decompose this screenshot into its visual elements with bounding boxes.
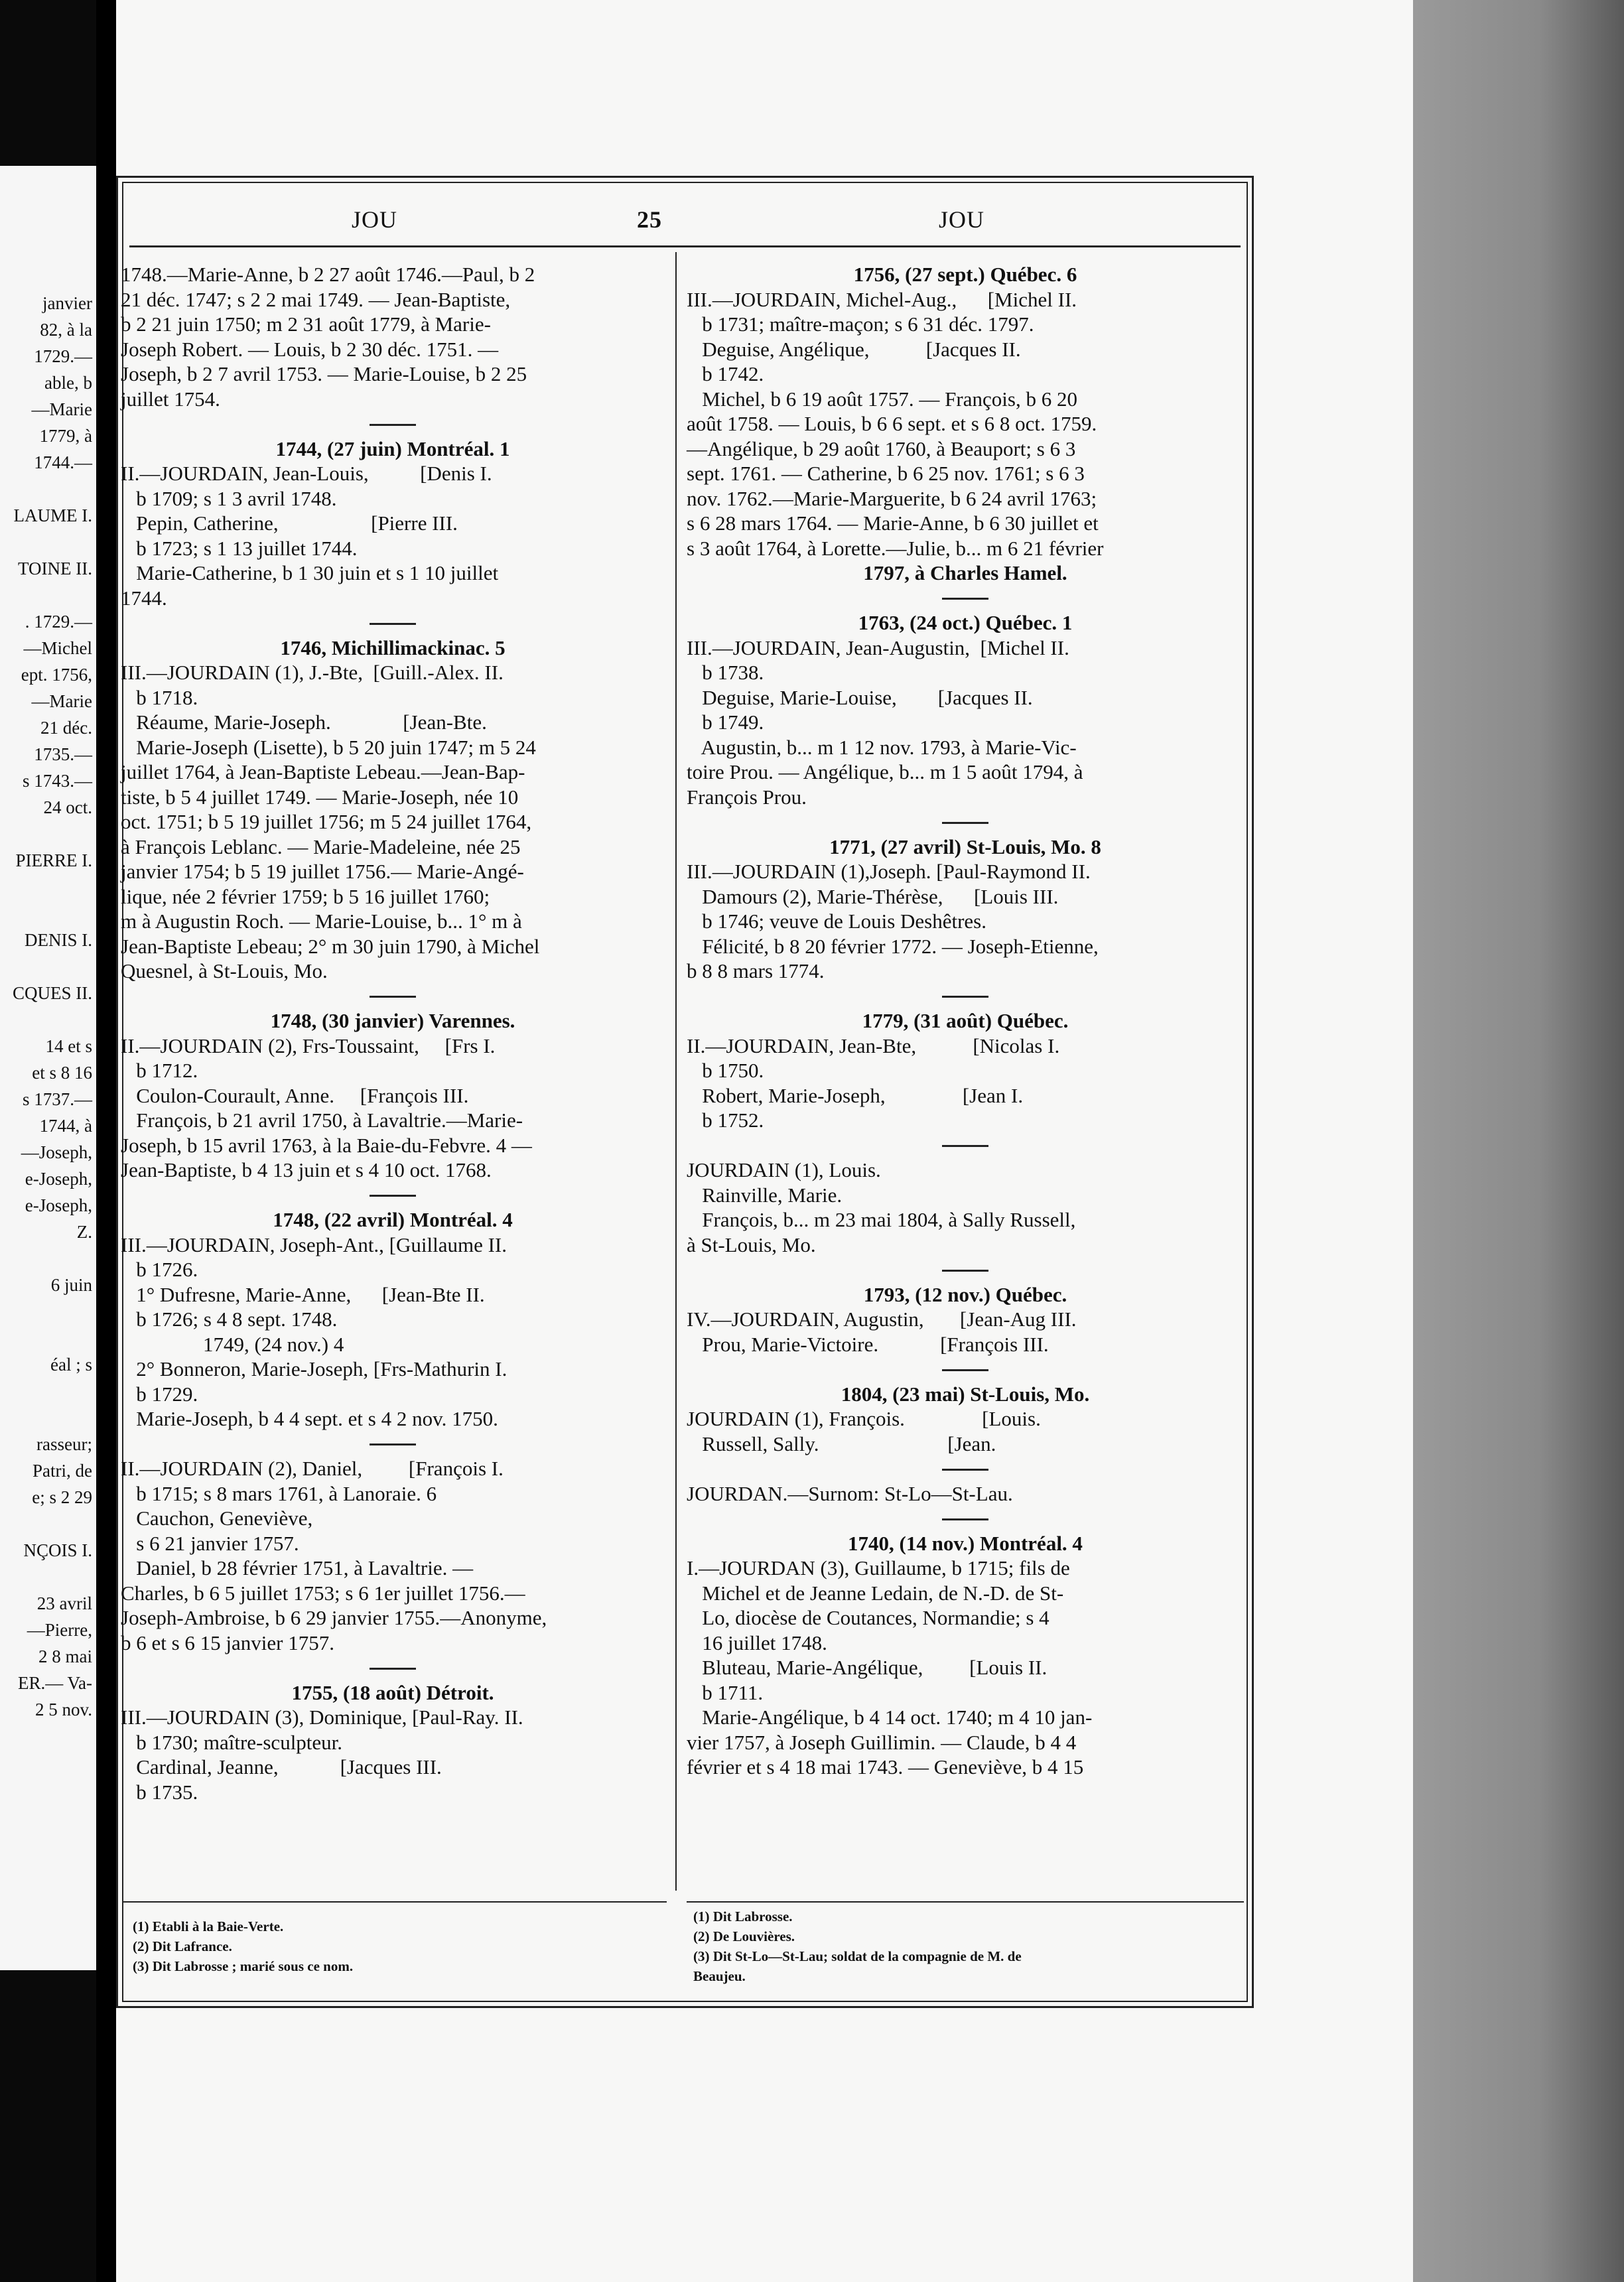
entry-separator-rule bbox=[370, 1195, 416, 1197]
text-line: s 6 21 janvier 1757. bbox=[121, 1531, 299, 1555]
text-line: janvier 1754; b 5 19 juillet 1756.— Marie-Angé- bbox=[121, 860, 524, 883]
text-line: Joseph Robert. — Louis, b 2 30 déc. 1751. — bbox=[121, 337, 499, 361]
text-line: 1744, (27 juin) Montréal. 1 bbox=[275, 436, 510, 460]
text-line: oct. 1751; b 5 19 juillet 1756; m 5 24 juillet 1764, bbox=[121, 810, 532, 833]
previous-page-fragment: e; s 2 29 bbox=[32, 1487, 92, 1507]
footnote: (1) Etabli à la Baie-Verte. bbox=[133, 1918, 284, 1934]
text-line: Pepin, Catherine, [Pierre III. bbox=[121, 511, 458, 535]
text-line: 1771, (27 avril) St-Louis, Mo. 8 bbox=[829, 835, 1101, 858]
text-line: b 1723; s 1 13 juillet 1744. bbox=[121, 536, 358, 560]
entry-separator-rule bbox=[370, 623, 416, 625]
text-line: III.—JOURDAIN, Jean-Augustin, [Michel II. bbox=[687, 636, 1069, 659]
text-line: s 3 août 1764, à Lorette.—Julie, b... m 6 21 février bbox=[687, 536, 1104, 560]
text-line: 1763, (24 oct.) Québec. 1 bbox=[858, 611, 1073, 634]
text-line: Marie-Angélique, b 4 14 oct. 1740; m 4 10 jan- bbox=[687, 1706, 1093, 1729]
text-line: à François Leblanc. — Marie-Madeleine, née 25 bbox=[121, 835, 521, 858]
previous-page-fragment: —Marie bbox=[31, 399, 92, 419]
previous-page-fragment: 24 oct. bbox=[43, 797, 92, 817]
previous-page-fragment: NÇOIS I. bbox=[23, 1540, 92, 1560]
text-line: Cauchon, Geneviève, bbox=[121, 1507, 313, 1530]
text-line: Prou, Marie-Victoire. [François III. bbox=[687, 1332, 1049, 1356]
text-line: Jean-Baptiste Lebeau; 2° m 30 juin 1790, à Michel bbox=[121, 934, 540, 958]
text-line: François, b... m 23 mai 1804, à Sally Russell, bbox=[687, 1208, 1076, 1231]
text-line: III.—JOURDAIN (3), Dominique, [Paul-Ray. II. bbox=[121, 1706, 523, 1729]
text-line: à St-Louis, Mo. bbox=[687, 1233, 816, 1256]
text-line: lique, née 2 février 1759; b 5 16 juillet 1760; bbox=[121, 884, 490, 908]
text-line: août 1758. — Louis, b 6 6 sept. et s 6 8 oct. 1759. bbox=[687, 412, 1097, 435]
previous-page-fragment: Z. bbox=[76, 1222, 92, 1242]
text-line: b 1726. bbox=[121, 1258, 198, 1281]
previous-page-fragment: ept. 1756, bbox=[21, 665, 92, 685]
text-line: 1748.—Marie-Anne, b 2 27 août 1746.—Paul, b 2 bbox=[121, 263, 535, 286]
text-line: Michel et de Jeanne Ledain, de N.-D. de St- bbox=[687, 1581, 1064, 1605]
text-line: b 1718. bbox=[121, 685, 198, 709]
text-line: Rainville, Marie. bbox=[687, 1183, 843, 1207]
entry-separator-rule bbox=[942, 1270, 988, 1272]
right-footnote-rule bbox=[687, 1901, 1244, 1903]
footnote: (1) Dit Labrosse. bbox=[693, 1909, 793, 1924]
footnote: (2) Dit Lafrance. bbox=[133, 1938, 232, 1954]
previous-page-fragment: 2 5 nov. bbox=[35, 1700, 92, 1719]
text-line: Charles, b 6 5 juillet 1753; s 6 1er juillet 1756.— bbox=[121, 1581, 525, 1605]
previous-page-margin bbox=[0, 166, 96, 1970]
text-line: Deguise, Angélique, [Jacques II. bbox=[687, 337, 1021, 361]
text-line: 1740, (14 nov.) Montréal. 4 bbox=[848, 1531, 1083, 1555]
text-line: IV.—JOURDAIN, Augustin, [Jean-Aug III. bbox=[687, 1308, 1077, 1331]
previous-page-fragment: —Marie bbox=[31, 691, 92, 711]
previous-page-fragment: ER.— Va- bbox=[18, 1673, 92, 1693]
text-line: 1749, (24 nov.) 4 bbox=[121, 1332, 344, 1356]
previous-page-fragment: rasseur; bbox=[36, 1434, 92, 1454]
previous-page-fragment: PIERRE I. bbox=[15, 850, 92, 870]
footnote: Beaujeu. bbox=[693, 1968, 746, 1984]
text-line: JOURDAN.—Surnom: St-Lo—St-Lau. bbox=[687, 1481, 1013, 1505]
text-line: b 1712. bbox=[121, 1059, 198, 1082]
text-line: 1797, à Charles Hamel. bbox=[863, 561, 1067, 584]
text-line: Deguise, Marie-Louise, [Jacques II. bbox=[687, 685, 1033, 709]
footnote: (3) Dit Labrosse ; marié sous ce nom. bbox=[133, 1958, 354, 1974]
text-line: tiste, b 5 4 juillet 1749. — Marie-Joseph, née 10 bbox=[121, 785, 519, 809]
entry-separator-rule bbox=[942, 1518, 988, 1520]
text-line: juillet 1764, à Jean-Baptiste Lebeau.—Jean-Bap- bbox=[121, 760, 525, 783]
text-line: 16 juillet 1748. bbox=[687, 1631, 827, 1654]
entry-separator-rule bbox=[370, 424, 416, 426]
text-line: 1748, (22 avril) Montréal. 4 bbox=[273, 1208, 513, 1231]
text-line: Marie-Joseph, b 4 4 sept. et s 4 2 nov. 1750. bbox=[121, 1407, 498, 1430]
previous-page-fragment: Patri, de bbox=[33, 1461, 92, 1481]
footnote: (2) De Louvières. bbox=[693, 1928, 795, 1944]
footnote: (3) Dit St-Lo—St-Lau; soldat de la compagnie de M. de bbox=[693, 1948, 1022, 1964]
previous-page-fragment: 6 juin bbox=[50, 1275, 92, 1295]
previous-page-fragment: 1735.— bbox=[34, 744, 92, 764]
text-line: Quesnel, à St-Louis, Mo. bbox=[121, 959, 328, 982]
previous-page-fragment: 23 avril bbox=[36, 1593, 92, 1613]
text-line: 1746, Michillimackinac. 5 bbox=[280, 636, 506, 659]
entry-separator-rule bbox=[370, 1443, 416, 1445]
text-line: II.—JOURDAIN (2), Frs-Toussaint, [Frs I. bbox=[121, 1034, 496, 1057]
text-line: b 1715; s 8 mars 1761, à Lanoraie. 6 bbox=[121, 1481, 437, 1505]
text-line: III.—JOURDAIN (1), J.-Bte, [Guill.-Alex. II. bbox=[121, 661, 504, 684]
running-head-left: JOU bbox=[352, 206, 398, 233]
text-line: Félicité, b 8 20 février 1772. — Joseph-Etienne, bbox=[687, 934, 1099, 958]
text-line: Marie-Catherine, b 1 30 juin et s 1 10 juillet bbox=[121, 561, 499, 584]
text-line: b 1742. bbox=[687, 362, 764, 385]
text-line: 1756, (27 sept.) Québec. 6 bbox=[853, 263, 1077, 286]
text-line: juillet 1754. bbox=[121, 387, 220, 411]
previous-page-fragment: janvier bbox=[42, 293, 92, 313]
previous-page-fragment: 2 8 mai bbox=[38, 1646, 92, 1666]
text-line: François, b 21 avril 1750, à Lavaltrie.—Marie- bbox=[121, 1108, 523, 1132]
previous-page-fragment: e-Joseph, bbox=[25, 1169, 92, 1189]
previous-page-fragment: 82, à la bbox=[40, 320, 92, 340]
previous-page-fragment: CQUES II. bbox=[13, 983, 92, 1003]
text-line: 1744. bbox=[121, 586, 167, 610]
text-line: Jean-Baptiste, b 4 13 juin et s 4 10 oct. 1768. bbox=[121, 1158, 492, 1181]
previous-page-fragment: s 1737.— bbox=[22, 1089, 92, 1109]
entry-separator-rule bbox=[942, 1145, 988, 1147]
text-line: Robert, Marie-Joseph, [Jean I. bbox=[687, 1083, 1024, 1107]
text-line: b 6 et s 6 15 janvier 1757. bbox=[121, 1631, 335, 1654]
text-line: Marie-Joseph (Lisette), b 5 20 juin 1747; m 5 24 bbox=[121, 735, 536, 759]
header-rule bbox=[129, 245, 1241, 247]
text-line: Joseph-Ambroise, b 6 29 janvier 1755.—Anonyme, bbox=[121, 1606, 547, 1629]
text-line: 2° Bonneron, Marie-Joseph, [Frs-Mathurin I. bbox=[121, 1357, 508, 1380]
text-line: Daniel, b 28 février 1751, à Lavaltrie. — bbox=[121, 1556, 474, 1579]
previous-page-fragment: et s 8 16 bbox=[32, 1063, 92, 1083]
text-line: sept. 1761. — Catherine, b 6 25 nov. 1761; s 6 3 bbox=[687, 462, 1085, 485]
text-line: b 1709; s 1 3 avril 1748. bbox=[121, 486, 337, 510]
text-line: février et s 4 18 mai 1743. — Geneviève, b 4 15 bbox=[687, 1755, 1084, 1779]
text-line: Joseph, b 15 avril 1763, à la Baie-du-Febvre. 4 — bbox=[121, 1133, 532, 1157]
text-line: II.—JOURDAIN, Jean-Bte, [Nicolas I. bbox=[687, 1034, 1060, 1057]
text-line: b 1752. bbox=[687, 1108, 764, 1132]
text-line: III.—JOURDAIN (1),Joseph. [Paul-Raymond II. bbox=[687, 860, 1091, 883]
text-line: 21 déc. 1747; s 2 2 mai 1749. — Jean-Baptiste, bbox=[121, 287, 511, 311]
previous-page-fragment: LAUME I. bbox=[13, 505, 92, 525]
previous-page-fragment: —Pierre, bbox=[27, 1620, 92, 1640]
previous-page-fragment: —Joseph, bbox=[21, 1142, 92, 1162]
left-footnote-rule bbox=[123, 1901, 667, 1903]
text-line: Réaume, Marie-Joseph. [Jean-Bte. bbox=[121, 710, 487, 734]
text-line: JOURDAIN (1), François. [Louis. bbox=[687, 1407, 1041, 1430]
text-line: Lo, diocèse de Coutances, Normandie; s 4 bbox=[687, 1606, 1049, 1629]
text-line: b 1730; maître-sculpteur. bbox=[121, 1730, 343, 1754]
text-line: b 2 21 juin 1750; m 2 31 août 1779, à Marie- bbox=[121, 312, 491, 336]
previous-page-fragment: —Michel bbox=[23, 638, 92, 658]
text-line: m à Augustin Roch. — Marie-Louise, b... 1° m à bbox=[121, 909, 522, 933]
text-line: I.—JOURDAN (3), Guillaume, b 1715; fils de bbox=[687, 1556, 1070, 1579]
text-line: Bluteau, Marie-Angélique, [Louis II. bbox=[687, 1656, 1048, 1679]
text-line: —Angélique, b 29 août 1760, à Beauport; s 6 3 bbox=[687, 436, 1076, 460]
text-line: b 1746; veuve de Louis Deshêtres. bbox=[687, 909, 986, 933]
entry-separator-rule bbox=[942, 1369, 988, 1371]
text-line: 1804, (23 mai) St-Louis, Mo. bbox=[841, 1382, 1090, 1406]
previous-page-fragment: 21 déc. bbox=[40, 718, 92, 738]
text-line: III.—JOURDAIN, Michel-Aug., [Michel II. bbox=[687, 287, 1077, 311]
text-line: Michel, b 6 19 août 1757. — François, b 6 20 bbox=[687, 387, 1077, 411]
page-edge-shadow bbox=[1413, 0, 1624, 2282]
entry-separator-rule bbox=[942, 822, 988, 824]
text-line: b 1738. bbox=[687, 661, 764, 684]
entry-separator-rule bbox=[942, 598, 988, 600]
text-line: II.—JOURDAIN (2), Daniel, [François I. bbox=[121, 1457, 504, 1480]
text-line: 1° Dufresne, Marie-Anne, [Jean-Bte II. bbox=[121, 1282, 485, 1306]
text-line: b 1750. bbox=[687, 1059, 764, 1082]
text-line: b 1729. bbox=[121, 1382, 198, 1406]
text-line: III.—JOURDAIN, Joseph-Ant., [Guillaume II. bbox=[121, 1233, 508, 1256]
text-line: nov. 1762.—Marie-Marguerite, b 6 24 avril 1763; bbox=[687, 486, 1097, 510]
running-head-right: JOU bbox=[939, 206, 985, 233]
previous-page-fragment: TOINE II. bbox=[18, 559, 92, 578]
text-line: Augustin, b... m 1 12 nov. 1793, à Marie-Vic- bbox=[687, 735, 1077, 759]
entry-separator-rule bbox=[370, 996, 416, 998]
text-line: b 1731; maître-maçon; s 6 31 déc. 1797. bbox=[687, 312, 1034, 336]
text-line: b 1735. bbox=[121, 1780, 198, 1804]
text-line: b 1711. bbox=[687, 1680, 764, 1704]
text-line: vier 1757, à Joseph Guillimin. — Claude, b 4 4 bbox=[687, 1730, 1077, 1754]
previous-page-fragment: . 1729.— bbox=[25, 612, 92, 632]
book-gutter bbox=[96, 0, 116, 2282]
text-line: Russell, Sally. [Jean. bbox=[687, 1432, 996, 1455]
entry-separator-rule bbox=[370, 1668, 416, 1670]
text-line: II.—JOURDAIN, Jean-Louis, [Denis I. bbox=[121, 462, 492, 485]
text-line: toire Prou. — Angélique, b... m 1 5 août 1794, à bbox=[687, 760, 1083, 783]
text-line: 1779, (31 août) Québec. bbox=[862, 1009, 1069, 1032]
previous-page-fragment: s 1743.— bbox=[22, 771, 92, 791]
text-line: b 1726; s 4 8 sept. 1748. bbox=[121, 1308, 338, 1331]
text-line: 1793, (12 nov.) Québec. bbox=[863, 1282, 1067, 1306]
text-line: François Prou. bbox=[687, 785, 807, 809]
text-line: s 6 28 mars 1764. — Marie-Anne, b 6 30 juillet et bbox=[687, 511, 1099, 535]
entry-separator-rule bbox=[942, 1469, 988, 1471]
text-line: b 1749. bbox=[687, 710, 764, 734]
previous-page-fragment: DENIS I. bbox=[25, 930, 92, 950]
text-line: 1748, (30 janvier) Varennes. bbox=[270, 1009, 515, 1032]
text-line: Cardinal, Jeanne, [Jacques III. bbox=[121, 1755, 442, 1779]
previous-page-fragment: 1779, à bbox=[39, 426, 92, 446]
previous-page-fragment: 1729.— bbox=[34, 346, 92, 366]
page-number: 25 bbox=[637, 206, 662, 233]
column-divider bbox=[675, 252, 677, 1891]
text-line: JOURDAIN (1), Louis. bbox=[687, 1158, 881, 1181]
previous-page-fragment: able, b bbox=[44, 373, 92, 393]
text-line: Damours (2), Marie-Thérèse, [Louis III. bbox=[687, 884, 1059, 908]
text-line: 1755, (18 août) Détroit. bbox=[291, 1680, 494, 1704]
previous-page-fragment: 1744.— bbox=[34, 452, 92, 472]
previous-page-fragment: éal ; s bbox=[50, 1355, 92, 1375]
text-line: Coulon-Courault, Anne. [François III. bbox=[121, 1083, 469, 1107]
previous-page-fragment: e-Joseph, bbox=[25, 1195, 92, 1215]
text-line: Joseph, b 2 7 avril 1753. — Marie-Louise, b 2 25 bbox=[121, 362, 527, 385]
previous-page-fragment: 1744, à bbox=[39, 1116, 92, 1136]
entry-separator-rule bbox=[942, 996, 988, 998]
text-line: b 8 8 mars 1774. bbox=[687, 959, 825, 982]
previous-page-fragment: 14 et s bbox=[45, 1036, 92, 1056]
